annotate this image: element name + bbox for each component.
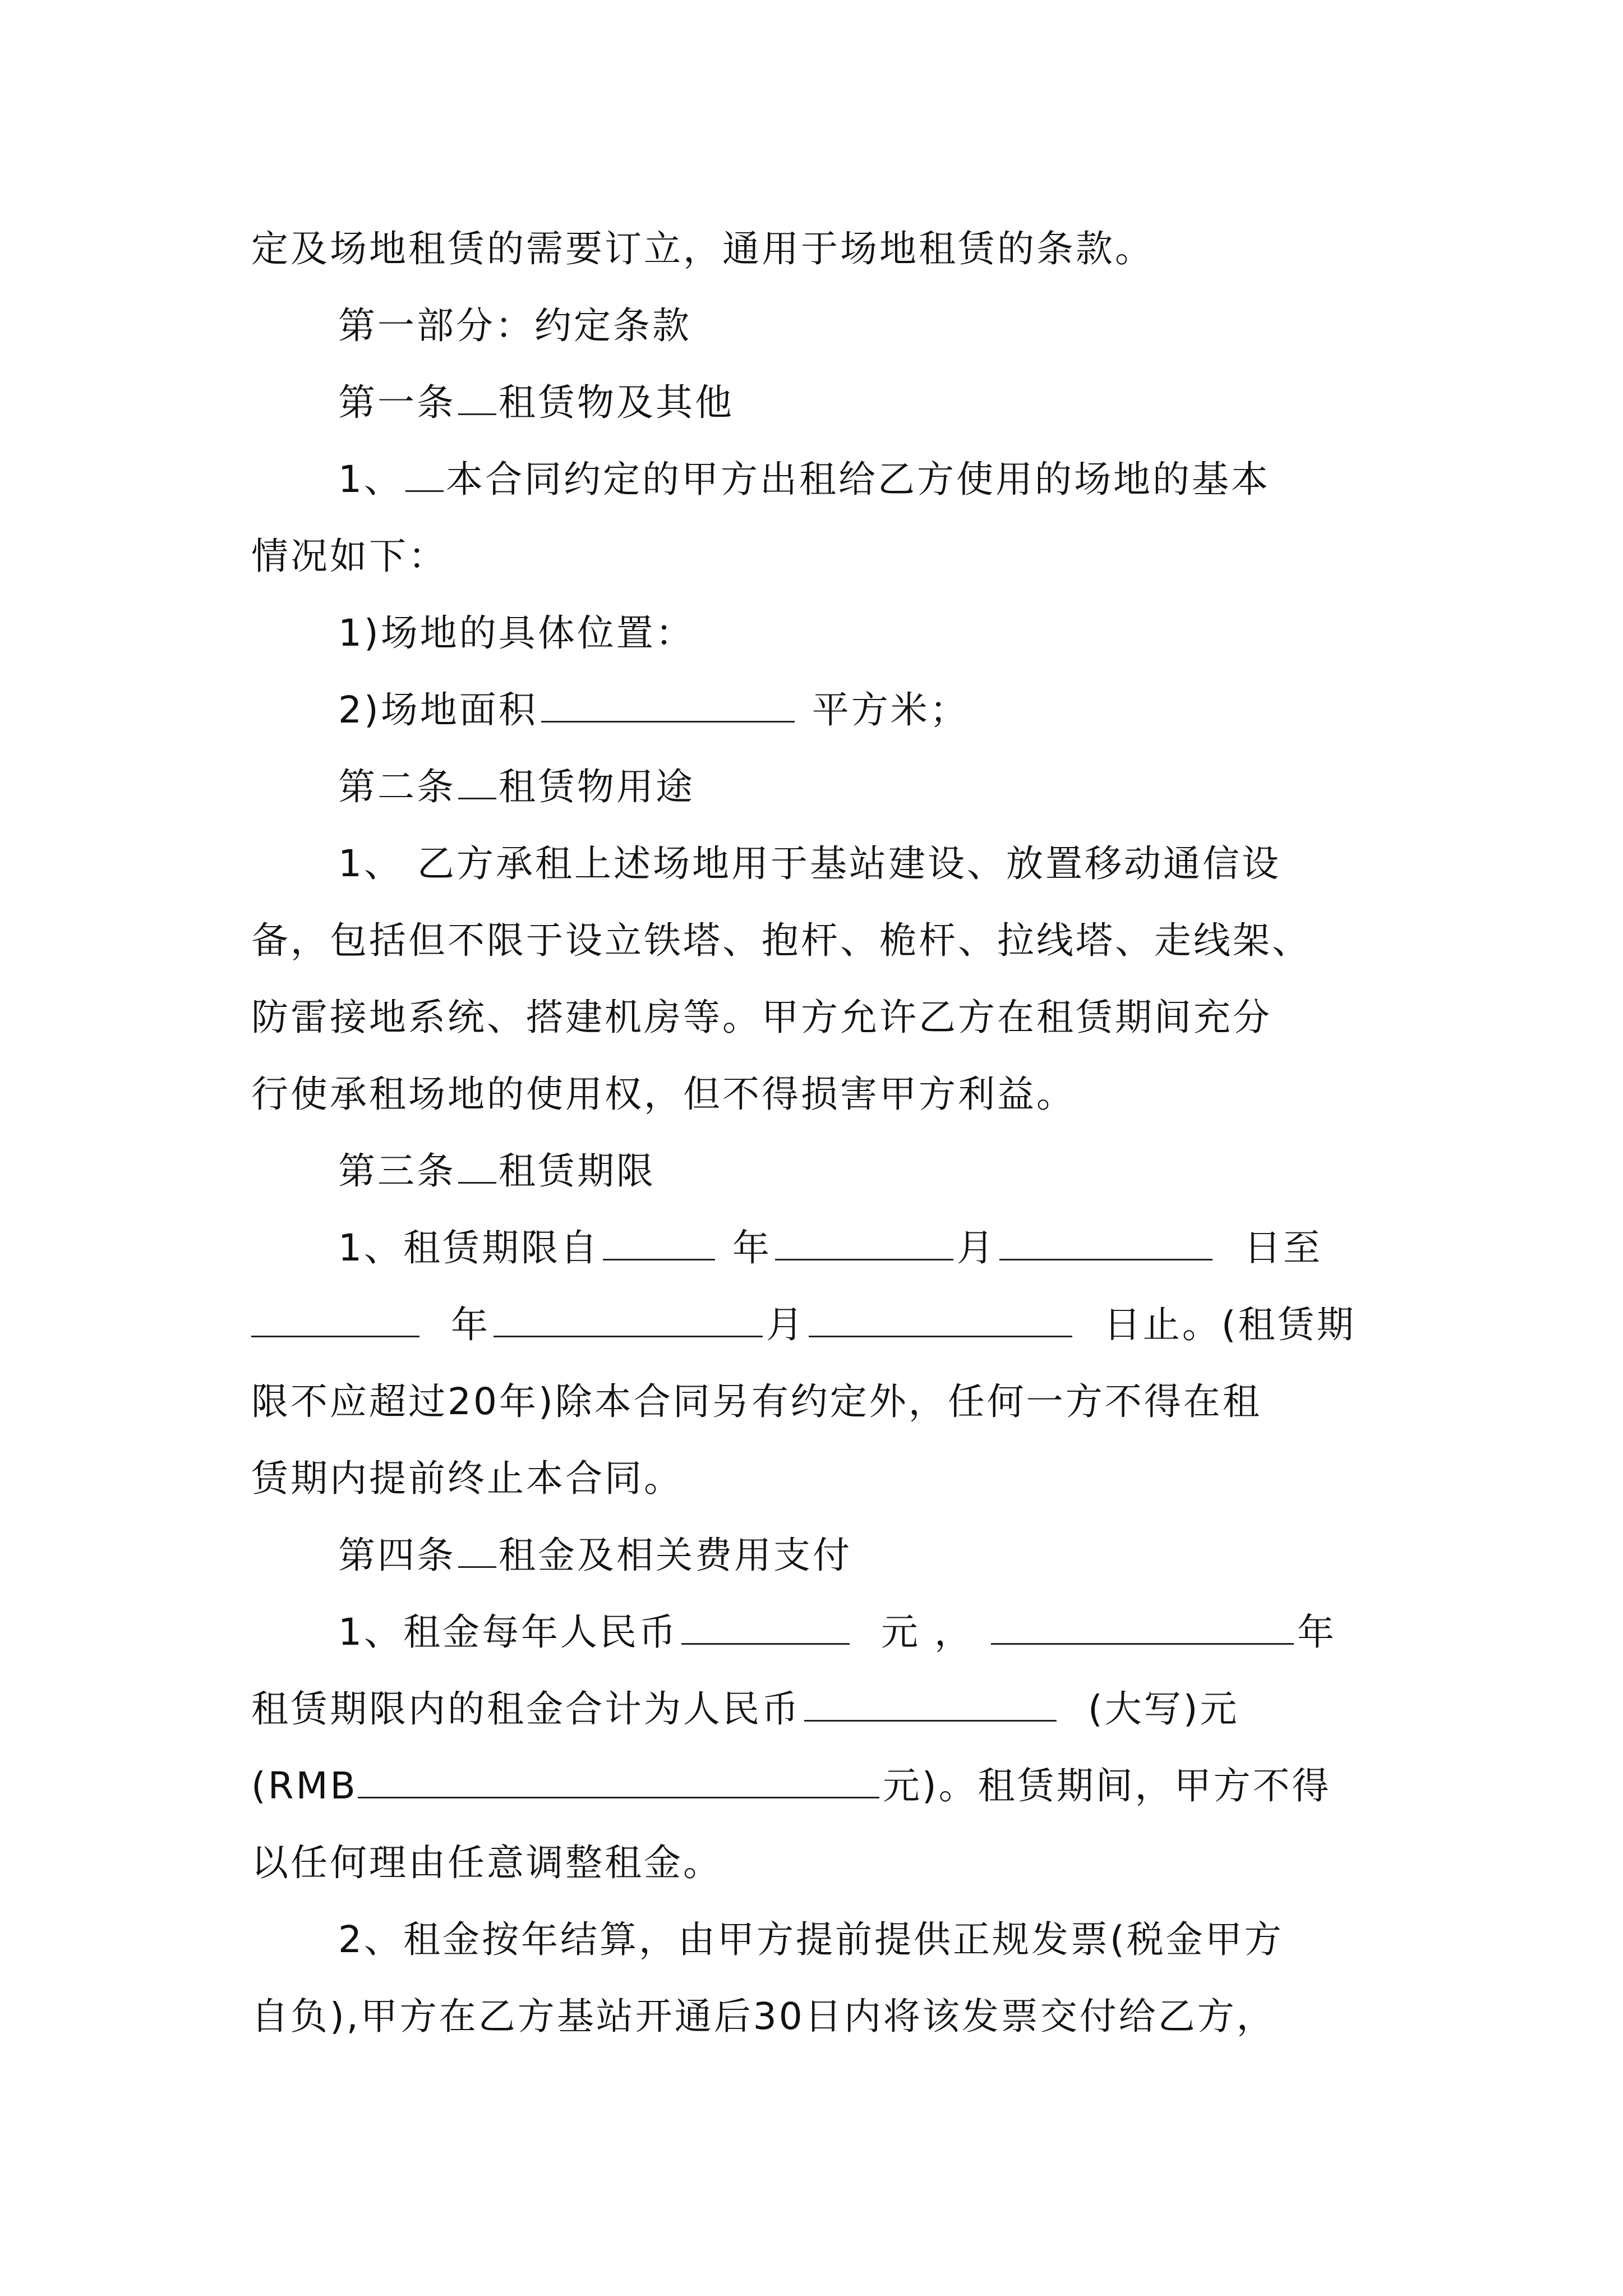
article-heading xyxy=(251,748,1373,825)
end-day-blank[interactable] xyxy=(809,1306,1072,1337)
article-number: 第二条 xyxy=(338,765,456,808)
underline-separator xyxy=(458,384,496,415)
field-label: (RMB xyxy=(251,1764,358,1807)
total-rent-rmb-blank[interactable] xyxy=(358,1768,879,1798)
text-line: 2、租金按年结算，由甲方提前提供正规发票(税金甲方 xyxy=(338,1918,1284,1961)
end-year-blank[interactable] xyxy=(251,1306,419,1337)
field-label: 租赁期限内的租金合计为人民币 xyxy=(251,1687,801,1731)
text-line xyxy=(251,1747,1373,1824)
article-title: 租金及相关费用支付 xyxy=(499,1534,852,1577)
end-month-blank[interactable] xyxy=(494,1306,763,1337)
text-line: 以任何理由任意调整租金。 xyxy=(251,1841,722,1884)
field-label: 1、租赁期限自 xyxy=(338,1226,600,1269)
clause-number: 1、 xyxy=(338,458,403,501)
article-number: 第四条 xyxy=(338,1534,456,1577)
start-year-blank[interactable] xyxy=(603,1230,715,1260)
text-line: 1)场地的具体位置： xyxy=(338,611,695,655)
month-label: 月 xyxy=(956,1226,996,1269)
underline-separator xyxy=(458,769,496,799)
contract-body xyxy=(251,210,1373,2055)
text-line xyxy=(251,1671,1373,1747)
unit-label: 平方米； xyxy=(811,688,969,731)
start-day-blank[interactable] xyxy=(999,1230,1212,1260)
article-title: 租赁物用途 xyxy=(499,765,695,808)
underline-separator xyxy=(405,461,444,492)
day-label: 日至 xyxy=(1243,1226,1322,1269)
article-title: 租赁期限 xyxy=(499,1149,656,1193)
text-line xyxy=(251,1286,1373,1363)
section-heading: 第一部分：约定条款 xyxy=(338,304,691,347)
text-line: 防雷接地系统、搭建机房等。甲方允许乙方在租赁期间充分 xyxy=(251,996,1272,1039)
year-label: 年 xyxy=(450,1303,490,1346)
underline-separator xyxy=(458,1537,496,1568)
underline-separator xyxy=(458,1153,496,1184)
article-number: 第一条 xyxy=(338,381,456,424)
term-years-blank[interactable] xyxy=(991,1614,1294,1645)
year-label: 年 xyxy=(732,1226,772,1269)
article-number: 第三条 xyxy=(338,1149,456,1193)
total-rent-words-blank[interactable] xyxy=(804,1691,1057,1722)
text-line xyxy=(251,441,1373,518)
field-label: 1、租金每年人民币 xyxy=(338,1611,678,1654)
text-line xyxy=(251,1209,1373,1286)
start-month-blank[interactable] xyxy=(775,1230,953,1260)
year-label: 年 xyxy=(1297,1611,1336,1654)
text-line: 行使承租场地的使用权，但不得损害甲方利益。 xyxy=(251,1073,1076,1116)
text-line: 情况如下： xyxy=(251,535,448,578)
site-area-blank[interactable] xyxy=(541,692,795,723)
month-label: 月 xyxy=(766,1303,805,1346)
text-line: 备，包括但不限于设立铁塔、抱杆、桅杆、拉线塔、走线架、 xyxy=(251,919,1311,962)
text-line: 1、 乙方承租上述场地用于基站建设、放置移动通信设 xyxy=(338,842,1281,885)
text-line xyxy=(251,1594,1373,1671)
annual-rent-blank[interactable] xyxy=(681,1614,850,1645)
clause-text: 元)。租赁期间，甲方不得 xyxy=(882,1764,1331,1807)
text-line xyxy=(251,671,1373,748)
article-heading xyxy=(251,364,1373,441)
text-line: 赁期内提前终止本合同。 xyxy=(251,1457,683,1500)
article-title: 租赁物及其他 xyxy=(499,381,734,424)
field-label: (大写)元 xyxy=(1087,1687,1239,1731)
article-heading xyxy=(251,1517,1373,1594)
currency-label: 元 ， xyxy=(880,1611,974,1654)
field-label: 2)场地面积 xyxy=(338,688,538,731)
text-line: 定及场地租赁的需要订立，通用于场地租赁的条款。 xyxy=(251,227,1154,270)
text-line: 限不应超过20年)除本合同另有约定外，任何一方不得在租 xyxy=(251,1380,1262,1423)
article-heading xyxy=(251,1133,1373,1209)
text-line: 自负),甲方在乙方基站开通后30日内将该发票交付给乙方， xyxy=(251,1995,1276,2038)
day-label: 日止。(租赁期 xyxy=(1103,1303,1356,1346)
clause-text: 本合同约定的甲方出租给乙方使用的场地的基本 xyxy=(446,458,1270,501)
